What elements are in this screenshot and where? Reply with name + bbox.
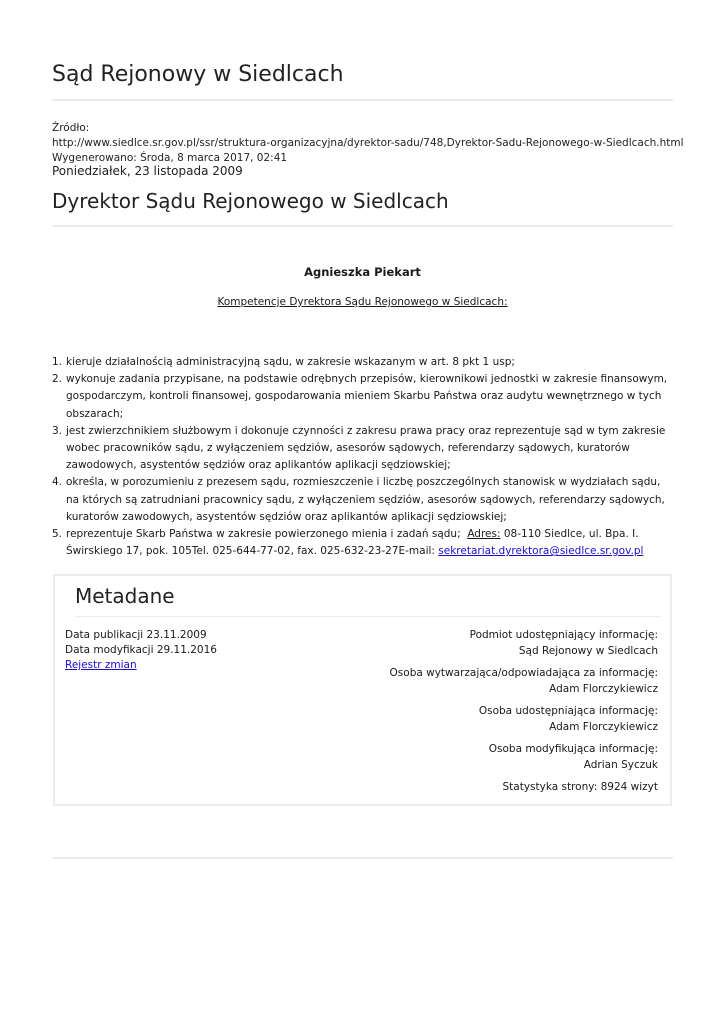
modification-date: Data modyfikacji 29.11.2016	[65, 644, 217, 656]
list-number: 1.	[52, 356, 63, 368]
list-text: kieruje działalnością administracyjną sądu, w zakresie wskazanym w art. 8 pkt 1 usp;	[66, 356, 515, 368]
competences-heading: Kompetencje Dyrektora Sądu Rejonowego w Siedlcach:	[217, 296, 508, 308]
metadata-label: Osoba udostępniająca informację:	[478, 705, 658, 717]
list-item	[52, 474, 672, 526]
page-stats: Statystyka strony: 8924 wizyt	[502, 781, 658, 793]
list-text: określa, w porozumieniu z prezesem sądu, rozmieszczenie i liczbę poszczególnych stanowisk w wydziałach sądu, na których są zatrudniani pracownicy sądu, z wyłączeniem sędziów, asesorów sądowych, referendarzy sądowych, kuratorów zawodowych, asystentów sędziów oraz aplikantów aplikacji sędziowskiej;	[66, 476, 665, 523]
metadata-entry	[390, 666, 658, 697]
list-number: 2.	[52, 373, 63, 386]
metadata-title: Metadane	[75, 584, 175, 608]
title-divider	[52, 225, 673, 227]
article-title: Dyrektor Sądu Rejonowego w Siedlcach	[52, 189, 449, 213]
email-link[interactable]: sekretariat.dyrektora@siedlce.sr.gov.pl	[438, 545, 644, 558]
metadata-details	[390, 628, 658, 796]
metadata-value: Sąd Rejonowy w Siedlcach	[518, 644, 658, 657]
director-name: Agnieszka Piekart	[304, 265, 421, 279]
metadata-entry	[390, 628, 658, 659]
metadata-label: Osoba wytwarzająca/odpowiadająca za informację:	[389, 667, 658, 679]
metadata-divider	[75, 616, 661, 617]
metadata-panel	[53, 574, 672, 806]
source-label: Źródło:	[52, 122, 90, 134]
list-item	[52, 354, 672, 371]
list-item	[52, 423, 672, 475]
source-url: http://www.siedlce.sr.gov.pl/ssr/struktura-organizacyjna/dyrektor-sadu/748,Dyrektor-Sadu-Rejonowego-w-Siedlcach.html	[52, 137, 684, 149]
article-date: Poniedziałek, 23 listopada 2009	[52, 164, 243, 178]
site-title: Sąd Rejonowy w Siedlcach	[52, 62, 344, 87]
metadata-label: Osoba modyfikująca informację:	[488, 743, 658, 755]
changelog-link[interactable]: Rejestr zmian	[65, 659, 137, 671]
metadata-value: Adam Florczykiewicz	[549, 720, 658, 733]
list-text: reprezentuje Skarb Państwa w zakresie powierzonego mienia i zadań sądu;	[66, 528, 461, 541]
list-text: jest zwierzchnikiem służbowym i dokonuje czynności z zakresu prawa pracy oraz reprezentuje sąd w tym zakresie wobec pracowników sądu, z wyłączeniem sędziów, asesorów sądowych, referendarzy sądowych, kuratorów zawodowych, asystentów sędziów oraz aplikantów aplikacji sędziowskiej;	[66, 424, 666, 472]
list-number: 4.	[52, 476, 63, 489]
metadata-dates	[65, 628, 217, 673]
source-info	[52, 121, 684, 166]
metadata-entry	[390, 742, 658, 773]
footer-divider	[52, 857, 673, 859]
list-item	[52, 526, 672, 560]
metadata-entry	[390, 704, 658, 735]
list-item	[52, 371, 672, 423]
list-number: 3.	[52, 424, 63, 437]
list-text: wykonuje zadania przypisane, na podstawie odrębnych przepisów, kierownikowi jednostki w zakresie finansowym, gospodarczym, kontroli finansowej, gospodarowania mieniem Skarbu Państwa oraz audytu wewnętrznego w tych obszarach;	[66, 373, 668, 420]
duties-list	[52, 354, 672, 560]
list-number: 5.	[52, 528, 63, 541]
metadata-label: Podmiot udostępniający informację:	[469, 629, 658, 641]
metadata-value: Adam Florczykiewicz	[549, 682, 658, 695]
generated-date: Wygenerowano: Środa, 8 marca 2017, 02:41	[52, 152, 288, 164]
publication-date: Data publikacji 23.11.2009	[65, 629, 207, 641]
address-label: Adres:	[467, 528, 501, 541]
header-divider	[52, 99, 673, 101]
metadata-value: Adrian Syczuk	[583, 758, 658, 771]
address-text: 08-110 Siedlce, ul. Bpa. I. Świrskiego 17, pok. 105Tel. 025-644-77-02, fax. 025-632-23-27E-mail:	[66, 528, 639, 558]
